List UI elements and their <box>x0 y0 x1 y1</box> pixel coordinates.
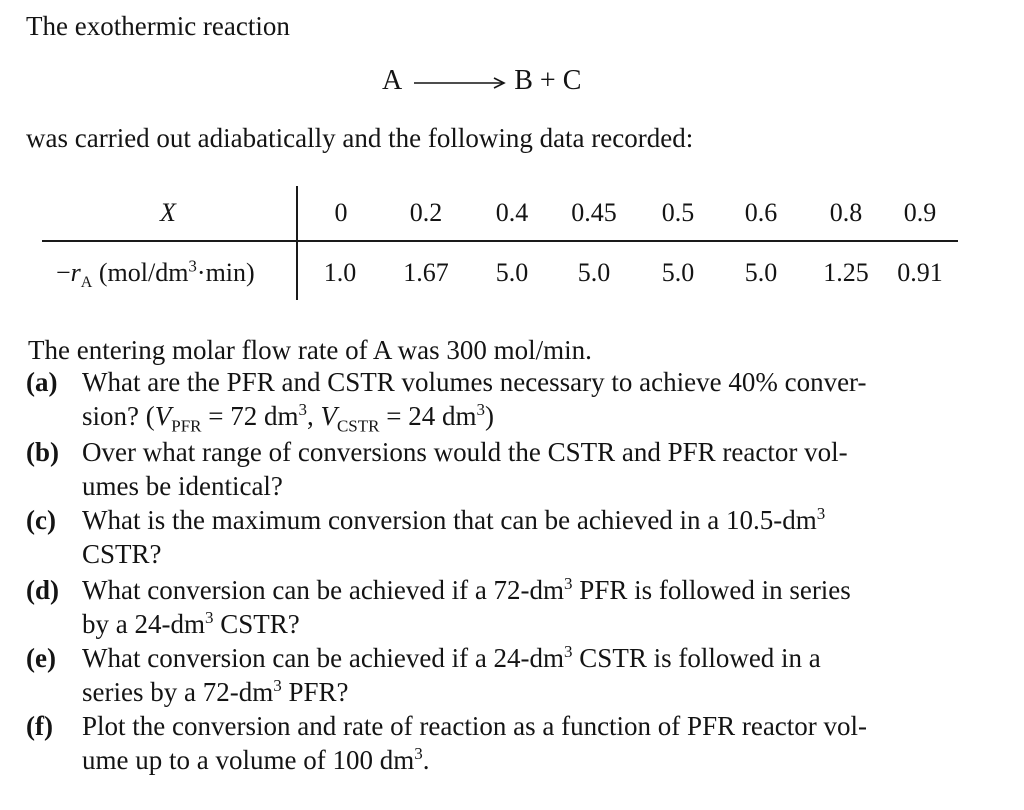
text: CSTR is followed in a <box>572 643 821 673</box>
question-b-line1: Over what range of conversions would the CSTR and PFR reactor vol- <box>82 437 848 467</box>
text: ume up to a volume of 100 dm <box>82 745 415 775</box>
x-cell: 0.9 <box>903 198 937 227</box>
question-label: (e) <box>26 643 56 673</box>
rate-sign: − <box>56 258 71 287</box>
x-cell: 0.6 <box>744 198 778 227</box>
sup: 3 <box>414 744 423 763</box>
question-label: (b) <box>26 437 59 467</box>
question-label: (d) <box>26 575 59 605</box>
table-vertical-rule <box>296 186 298 300</box>
rate-label <box>56 256 255 292</box>
x-cell: 0 <box>334 198 348 227</box>
rate-cell: 0.91 <box>897 258 943 287</box>
question-a-line1: What are the PFR and CSTR volumes necessary to achieve 40% conver- <box>82 367 867 397</box>
question-label: (f) <box>26 711 53 741</box>
x-cell: 0.2 <box>409 198 443 227</box>
sub: CSTR <box>336 416 380 436</box>
text: = 24 dm <box>379 401 477 431</box>
text: PFR? <box>281 677 349 707</box>
rate-cell: 1.25 <box>823 258 869 287</box>
text: CSTR? <box>213 609 300 639</box>
sup: 3 <box>476 400 485 419</box>
rate-units-pre: (mol/dm <box>92 258 189 287</box>
rate-cell: 5.0 <box>495 258 529 287</box>
question-a-line2 <box>82 400 972 434</box>
rate-cell: 5.0 <box>661 258 695 287</box>
text: = 72 dm <box>201 401 299 431</box>
rate-units-post: ·min) <box>196 258 255 287</box>
question-f-line2 <box>82 744 972 778</box>
sup: 3 <box>204 608 214 627</box>
question-label: (a) <box>26 367 58 397</box>
question-label: (c) <box>26 505 56 535</box>
text: by a 24-dm <box>82 609 205 639</box>
text: What is the maximum conversion that can be achieved in a 10.5-dm <box>82 505 817 535</box>
text: sion? ( <box>82 401 155 431</box>
question-f-line1: Plot the conversion and rate of reaction as a function of PFR reactor vol- <box>82 711 868 741</box>
rate-var: r <box>70 258 81 287</box>
text: What conversion can be achieved if a 24-dm <box>82 643 565 673</box>
rate-cell: 1.67 <box>403 258 449 287</box>
rate-units-sup: 3 <box>188 256 197 276</box>
intro-text: The exothermic reaction <box>26 11 290 41</box>
var: V <box>320 401 337 431</box>
text: , <box>306 401 321 431</box>
x-label: X <box>160 198 176 227</box>
x-cell: 0.8 <box>829 198 863 227</box>
question-d-line2 <box>82 608 972 642</box>
sup: 3 <box>273 676 282 695</box>
rate-cell: 5.0 <box>577 258 611 287</box>
x-cell: 0.5 <box>661 198 695 227</box>
sub: PFR <box>171 416 202 436</box>
sup: 3 <box>298 400 307 419</box>
text: What conversion can be achieved if a 72-dm <box>82 575 565 605</box>
question-e-line2 <box>82 676 972 710</box>
x-cell: 0.4 <box>495 198 529 227</box>
text: series by a 72-dm <box>82 677 274 707</box>
x-cell: 0.45 <box>571 198 617 227</box>
var: V <box>154 401 172 431</box>
text: . <box>422 745 430 775</box>
rate-cell: 1.0 <box>323 258 357 287</box>
table-horizontal-rule <box>42 240 958 242</box>
products: B + C <box>514 65 582 96</box>
carried-text: was carried out adiabatically and the following data recorded: <box>26 123 694 153</box>
sup: 3 <box>564 642 573 661</box>
question-d-line1 <box>82 574 972 608</box>
text: PFR is followed in series <box>572 575 851 605</box>
entering-flow-text: The entering molar flow rate of A was 300 mol/min. <box>28 335 592 365</box>
question-b-line2: umes be identical? <box>82 471 283 501</box>
question-c-line1 <box>82 504 972 538</box>
question-c-line2: CSTR? <box>82 539 162 569</box>
reaction-arrow-icon <box>414 76 506 90</box>
sup: 3 <box>816 504 826 523</box>
reaction-equation <box>382 65 581 97</box>
question-e-line1 <box>82 642 972 676</box>
rate-sub: A <box>80 274 93 292</box>
reactant: A <box>382 65 403 96</box>
text: ) <box>484 401 494 431</box>
sup: 3 <box>564 574 573 593</box>
rate-cell: 5.0 <box>744 258 778 287</box>
